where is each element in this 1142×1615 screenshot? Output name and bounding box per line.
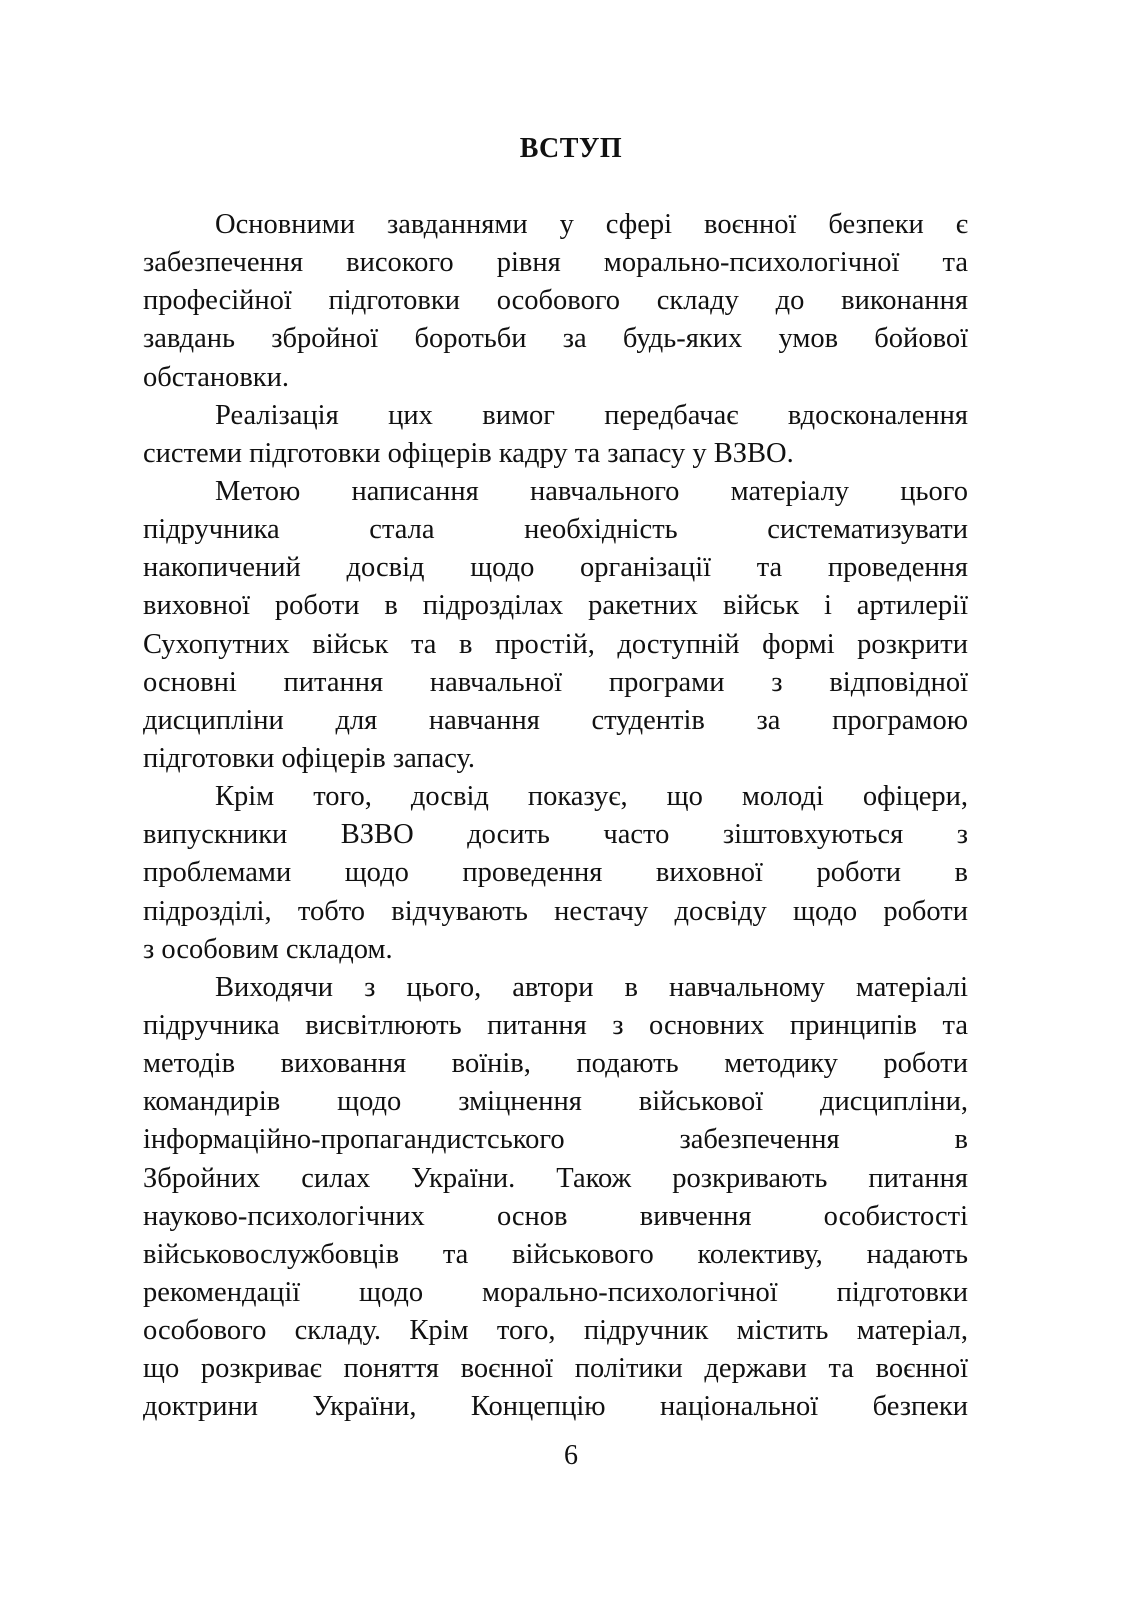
page-number: 6 xyxy=(564,1440,578,1471)
text-line: завдань збройної боротьби за будь-яких умов бойової xyxy=(143,323,968,355)
text-line: накопичений досвід щодо організації та проведення xyxy=(143,552,968,584)
body-text xyxy=(143,206,968,1427)
text-line: особового складу. Крім того, підручник містить матеріал, xyxy=(143,1315,968,1347)
paragraph xyxy=(143,778,968,969)
text-line: професійної підготовки особового складу до виконання xyxy=(143,285,968,317)
text-line: інформаційно-пропагандистського забезпечення в xyxy=(143,1124,968,1156)
text-line: Основними завданнями у сфері воєнної безпеки є xyxy=(215,209,968,240)
text-line: Крім того, досвід показує, що молоді офіцери, xyxy=(215,781,968,813)
text-line: Метою написання навчального матеріалу цього xyxy=(215,475,968,507)
paragraph xyxy=(143,397,968,473)
text-line: Збройних силах України. Також розкривають питання xyxy=(143,1162,968,1194)
text-line: виховної роботи в підрозділах ракетних військ і артилерії xyxy=(143,590,968,622)
text-line: науково-психологічних основ вивчення особистості xyxy=(143,1200,968,1232)
text-line: обстановки. xyxy=(143,361,290,393)
paragraph xyxy=(143,473,968,778)
text-line: проблемами щодо проведення виховної роботи в xyxy=(143,857,968,889)
text-line: командирів щодо зміцнення військової дисципліни, xyxy=(143,1086,968,1118)
text-line: рекомендації щодо морально-психологічної підготовки xyxy=(143,1276,968,1308)
text-line: з особовим складом. xyxy=(143,933,393,965)
text-line: Сухопутних військ та в простій, доступній формі розкрити xyxy=(143,628,968,660)
text-line: випускники ВЗВО досить часто зіштовхуються з xyxy=(143,819,968,851)
text-line: підручника стала необхідність систематизувати xyxy=(143,514,968,546)
text-line: підготовки офіцерів запасу. xyxy=(143,742,476,774)
page-title: ВСТУП xyxy=(519,133,623,164)
text-line: дисципліни для навчання студентів за програмою xyxy=(143,704,968,736)
text-line: підручника висвітлюють питання з основних принципів та xyxy=(143,1009,968,1041)
paragraph xyxy=(143,969,968,1427)
text-line: методів виховання воїнів, подають методику роботи xyxy=(143,1048,968,1080)
text-line: Реалізація цих вимог передбачає вдосконалення xyxy=(215,399,968,431)
paragraph xyxy=(143,206,968,397)
text-line: підрозділі, тобто відчувають нестачу досвіду щодо роботи xyxy=(143,895,968,927)
text-line: Виходячи з цього, автори в навчальному матеріалі xyxy=(215,971,968,1003)
text-line: основні питання навчальної програми з відповідної xyxy=(143,666,968,698)
text-line: доктрини України, Концепцію національної безпеки xyxy=(143,1391,968,1423)
text-line: забезпечення високого рівня морально-психологічної та xyxy=(143,247,968,279)
text-line: що розкриває поняття воєнної політики держави та воєнної xyxy=(143,1353,968,1385)
text-line: системи підготовки офіцерів кадру та запасу у ВЗВО. xyxy=(143,437,794,469)
text-line: військовослужбовців та військового колективу, надають xyxy=(143,1238,968,1270)
